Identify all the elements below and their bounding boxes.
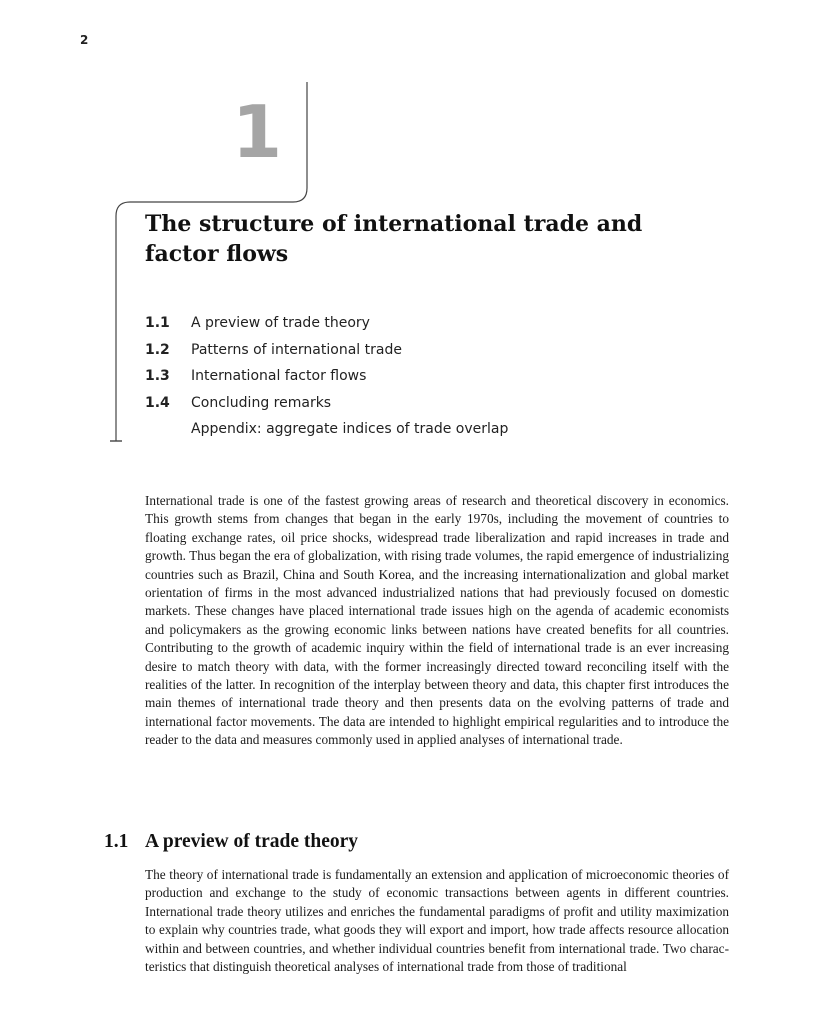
chapter-number: 1 [232,90,281,174]
toc-item-label: International factor flows [191,368,367,384]
intro-paragraph: International trade is one of the fastest growing areas of research and theoretical discovery in economics. This growth stems from changes that began in the early 1970s, including the movement of countries to floating exchange rates, oil price shocks, widespread trade liberalization and rapid increases in trade and growth. Thus began the era of globalization, with rising trade volumes, the rapid emergence of industrializing countries such as Brazil, China and South Korea, and the increasing internationalization and global market orientation of firms in the most advanced industrialized nations that had previously focused on domestic markets. These changes have placed international trade issues high on the agenda of academic economists and policymakers as the growing economic links between nations have created benefits for all countries. Contributing to the growth of academic inquiry within the field of international trade is an ever increasing desire to match theory with data, with the former increasingly directed toward reconciling itself with the realities of the latter. In recognition of the interplay between theory and data, this chapter first introduces the main themes of international trade theory and then presents data on the evolving patterns of trade and international factor movements. The data are intended to highlight empirical regularities and to introduce the reader to the data and measures commonly used in applied analyses of international trade. [145,493,729,748]
toc-item-label: Concluding remarks [191,394,332,411]
chapter-title: The structure of international trade and factor flows [145,211,643,267]
toc-item-label: Patterns of international trade [191,341,402,358]
toc-item-number: 1.4 [145,394,170,411]
chapter-contents [145,310,508,443]
toc-item-label: A preview of trade theory [191,315,370,331]
toc-appendix: Appendix: aggregate indices of trade overlap [191,421,509,437]
section-heading [104,829,358,855]
toc-item [145,337,508,364]
toc-item [145,310,508,337]
page-number: 2 [80,33,89,47]
section-number: 1.1 [104,831,129,852]
toc-item-number: 1.2 [145,341,170,358]
section-title: A preview of trade theory [145,831,359,852]
section-paragraph: The theory of international trade is fundamentally an extension and application of microeconomic theories of production and exchange to the study of economic transactions between agents in different countries. International trade theory utilizes and enriches the fundamental paradigms of profit and utility maximization to explain why countries trade, what goods they will export and import, how trade affects resource allocation within and between countries, and whether individual countries benefit from international trade. Two characteristics that distinguish theoretical analyses of international trade from those of traditional [145,867,729,975]
toc-item-number: 1.1 [145,315,170,331]
toc-item [145,363,508,390]
toc-item [145,390,508,417]
toc-item-number: 1.3 [145,368,170,384]
